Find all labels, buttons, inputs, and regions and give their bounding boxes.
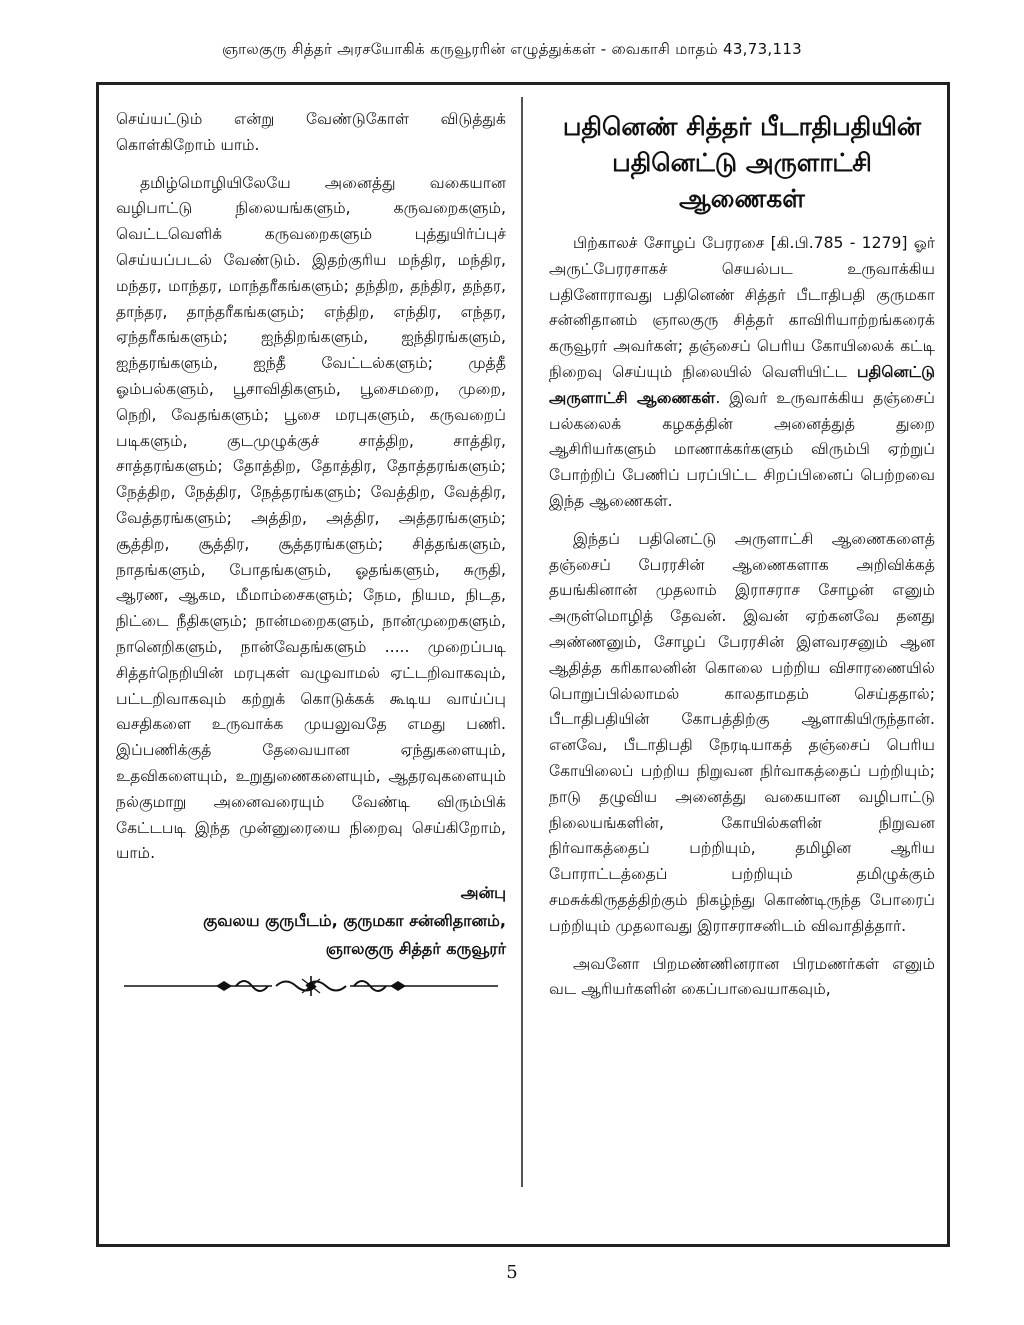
right-column — [549, 107, 935, 1015]
left-column — [116, 107, 506, 999]
article-title-line-2: பதினெட்டு அருளாட்சி — [612, 148, 872, 177]
signature-line-2: ஞாலகுரு சித்தர் கருவூரர் — [325, 939, 506, 959]
signature-block — [116, 879, 506, 963]
article-title-line-1: பதினெண் சித்தர் பீடாதிபதியின் — [562, 112, 922, 141]
running-header: ஞாலகுரு சித்தர் அரசயோகிக் கருவூரரின் எழுத்துக்கள் - வைகாசி மாதம் 43,73,113 — [221, 40, 803, 58]
right-paragraph-2: இந்தப் பதினெட்டு அருளாட்சி ஆணைகளைத் தஞ்சைப் பேரரசின் ஆணைகளாக அறிவிக்கத் தயங்கினான் முதலாம் இராசராச சோழன் எனும் அருள்மொழித் தேவன். இவன் ஏற்கனவே தனது அண்ணனும், சோழப் பேரரசின் இளவரசனும் ஆன ஆதித்த கரிகாலனின் கொலை பற்றிய விசாரணையில் பொறுப்பில்லாமல் காலதாமதம் செய்ததால்; பீடாதிபதியின் கோபத்திற்கு ஆளாகியிருந்தான். எனவே, பீடாதிபதி நேரடியாகத் தஞ்சைப் பெரிய கோயிலைப் பற்றிய நிறுவன நிர்வாகத்தைப் பற்றியும்; நாடு தழுவிய அனைத்து வகையான வழிபாட்டு நிலையங்களின், கோயில்களின் நிறுவன நிர்வாகத்தைப் பற்றியும், தமிழின ஆரிய போராட்டத்தைப் பற்றியும் தமிழுக்கும் சமசுக்கிருதத்திற்கும் நிகழ்ந்து கொண்டிருந்த போரைப் பற்றியும் முதலாவது இராசராசனிடம் விவாதித்தார். — [549, 529, 935, 935]
right-paragraph-1 — [549, 231, 935, 515]
column-divider — [521, 97, 523, 1187]
right-paragraph-1-text-a: பிற்காலச் சோழப் பேரரசை [கி.பி.785 - 1279] ஓர் அருட்பேரரசாகச் செயல்பட உருவாக்கிய பதினோராவது பதினெண் சித்தர் பீடாதிபதி குருமகா சன்னிதானம் ஞாலகுரு சித்தர் காவிரியாற்றங்கரைக் கருவூரர் அவர்கள்; தஞ்சைப் பெரிய கோயிலைக் கட்டி நிறைவு செய்யும் நிலையில் வெளியிட்ட — [549, 234, 935, 381]
left-paragraph-1: செய்யட்டும் என்று வேண்டுகோள் விடுத்துக் கொள்கிறோம் யாம். — [116, 110, 506, 154]
article-title — [549, 109, 935, 217]
right-paragraph-1-text-b: . இவர் உருவாக்கிய தஞ்சைப் பல்கலைக் கழகத்தின் அனைத்துத் துறை ஆசிரியர்களும் மாணாக்கர்களும் விரும்பி ஏற்றுப் போற்றிப் பேணிப் பரப்பிட்ட சிறப்பினைப் பெற்றவை இந்த ஆணைகள். — [549, 388, 935, 510]
article-title-line-3: ஆணைகள் — [679, 184, 805, 213]
left-paragraph-2: தமிழ்மொழியிலேயே அனைத்து வகையான வழிபாட்டு நிலையங்களும், கருவறைகளும், வெட்டவெளிக் கருவறைகளும் புத்துயிர்ப்புச் செய்யப்படல் வேண்டும். இதற்குரிய மந்திர, மந்திர, மந்தர, மாந்தர, மாந்தரீகங்களும்; தந்திற, தந்திர, தந்தர, தாந்தர, தாந்தரீகங்களும்; எந்திற, எந்திர, எந்தர, ஏந்தரீகங்களும்; ஐந்திறங்களும், ஐந்திரங்களும், ஐந்தரங்களும், ஐந்தீ வேட்டல்களும்; முத்தீ ஓம்பல்களும், பூசாவிதிகளும், பூசைமறை, முறை, நெறி, வேதங்களும்; பூசை மரபுகளும், கருவறைப் படிகளும், குடமுழுக்குச் சாத்திற, சாத்திர, சாத்தரங்களும்; தோத்திற, தோத்திர, தோத்தரங்களும்; நேத்திற, நேத்திர, நேத்தரங்களும்; வேத்திற, வேத்திர, வேத்தரங்களும்; அத்திற, அத்திர, அத்தரங்களும்; சூத்திற, சூத்திர, சூத்தரங்களும்; சித்தங்களும், நாதங்களும், போதங்களும், ஓதங்களும், சுருதி, ஆரண, ஆகம, மீமாம்சைகளும்; நேம, நியம, நிடத, நிட்டை நீதிகளும்; நான்மறைகளும், நான்முறைகளும், நானெறிகளும், நான்வேதங்களும் ..... முறைப்படி சித்தர்நெறியின் மரபுகள் வழுவாமல் ஏட்டறிவாகவும், பட்டறிவாகவும் கற்றுக் கொடுக்கக் கூடிய வாய்ப்பு வசதிகளை உருவாக்க முயலுவதே எமது பணி. இப்பணிக்குத் தேவையான ஏந்துகளையும், உதவிகளையும், உறுதுணைகளையும், ஆதரவுகளையும் நல்குமாறு அனைவரையும் வேண்டி விரும்பிக் கேட்டபடி இந்த முன்னுரையை நிறைவு செய்கிறோம், யாம். — [116, 173, 506, 863]
right-paragraph-1-bold: பதினெட்டு அருளாட்சி ஆணைகள் — [549, 362, 935, 407]
signature-closing: அன்பு — [460, 883, 506, 903]
signature-line-1: குவலய குருபீடம், குருமகா சன்னிதானம், — [203, 911, 506, 931]
right-paragraph-3: அவனோ பிறமண்ணினரான பிரமணர்கள் எனும் வட ஆரியர்களின் கைப்பாவையாகவும், — [549, 954, 935, 999]
ornament-divider-icon — [116, 973, 506, 999]
page-number: 5 — [506, 1262, 518, 1283]
